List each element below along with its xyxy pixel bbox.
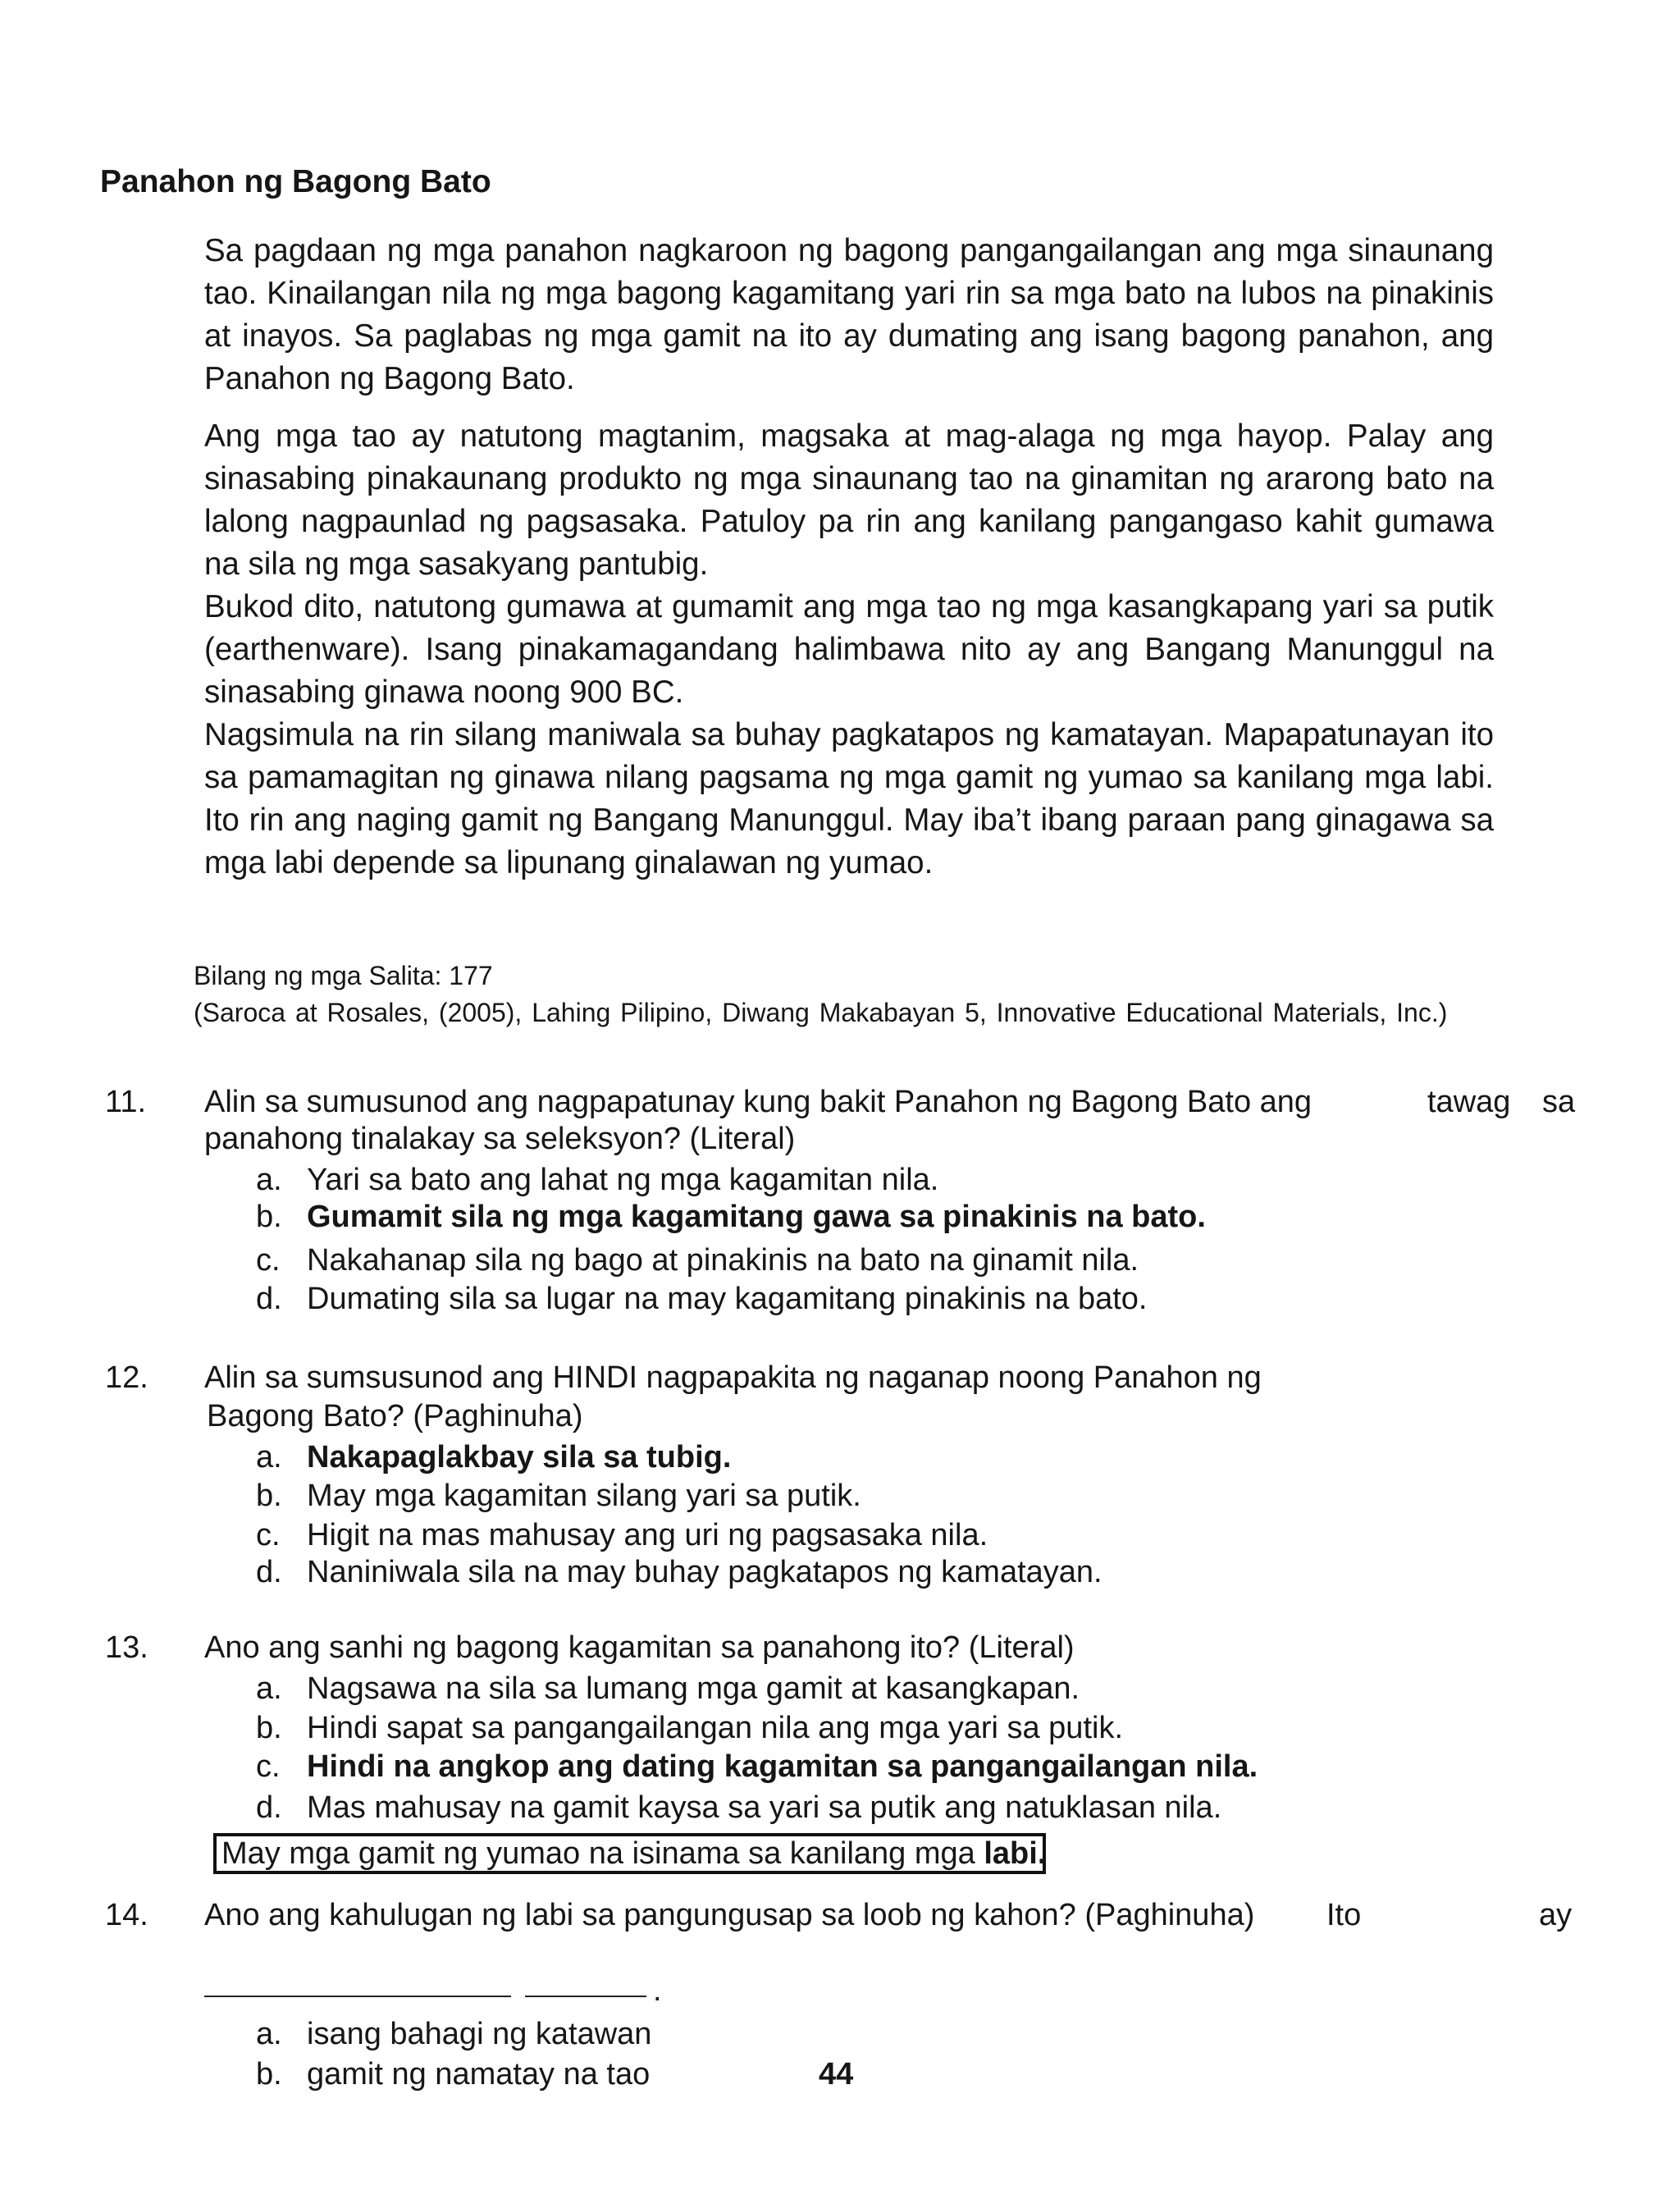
source-citation: (Saroca at Rosales, (2005), Lahing Pilipino, Diwang Makabayan 5, Innovative Educational Materials, Inc.) xyxy=(194,998,1448,1027)
answer-choice xyxy=(256,1282,1147,1317)
choice-text: gamit ng namatay na tao xyxy=(307,2057,651,2092)
question-text: Alin sa sumsusunod ang HINDI nagpapakita ng naganap noong Panahon ng xyxy=(204,1360,1262,1395)
choice-text: Yari sa bato ang lahat ng mga kagamitan nila. xyxy=(307,1163,939,1197)
choice-text: Nagsawa na sila sa lumang mga gamit at kasangkapan. xyxy=(307,1671,1080,1706)
question-text-continuation: Bagong Bato? (Paghinuha) xyxy=(207,1399,583,1433)
choice-text: Mas mahusay na gamit kaysa sa yari sa putik ang natuklasan nila. xyxy=(307,1790,1222,1825)
boxed-sentence-bold-word: labi. xyxy=(984,1836,1047,1871)
answer-choice xyxy=(256,1790,1221,1826)
question-text-continuation: panahong tinalakay sa seleksyon? (Literal) xyxy=(204,1122,796,1156)
answer-choice-highlighted xyxy=(256,1440,731,1475)
choice-letter: b. xyxy=(256,2057,282,2092)
choice-text: Naniniwala sila na may buhay pagkatapos ng kamatayan. xyxy=(307,1555,1102,1589)
answer-choice-highlighted xyxy=(256,1200,1206,1235)
passage-paragraph-1: Sa pagdaan ng mga panahon nagkaroon ng bagong pangangailangan ang mga sinaunang tao. Kinailangan nila ng mga bagong kagamitang yari rin sa mga bato na lubos na pinakinis at inayos. Sa paglabas ng mga gamit na ito ay dumating ang isang bagong panahon, ang Panahon ng Bagong Bato. xyxy=(204,233,1494,396)
choice-letter: d. xyxy=(256,1555,282,1589)
answer-choice xyxy=(256,2017,651,2052)
question-text-trailing-word: ay xyxy=(1539,1898,1573,1932)
choice-letter: a. xyxy=(256,1440,282,1474)
answer-choice xyxy=(256,1671,1080,1707)
passage-title: Panahon ng Bagong Bato xyxy=(100,164,491,199)
choice-text: Hindi sapat sa pangangailangan nila ang mga yari sa putik. xyxy=(307,1711,1123,1745)
answer-choice xyxy=(256,1479,861,1514)
choice-letter: d. xyxy=(256,1790,282,1825)
choice-text: Gumamit sila ng mga kagamitang gawa sa pinakinis na bato. xyxy=(307,1200,1206,1234)
choice-text: Higit na mas mahusay ang uri ng pagsasaka nila. xyxy=(307,1518,988,1552)
choice-text: May mga kagamitan silang yari sa putik. xyxy=(307,1479,861,1513)
answer-blank-line xyxy=(525,1996,646,1997)
question-number: 14. xyxy=(105,1898,148,1932)
question-number: 13. xyxy=(105,1630,148,1665)
question-number: 11. xyxy=(105,1085,147,1119)
blank-period: . xyxy=(653,1973,662,2008)
choice-letter: d. xyxy=(256,1282,282,1316)
answer-blank-line xyxy=(204,1996,511,1997)
choice-text: Hindi na angkop ang dating kagamitan sa pangangailangan nila. xyxy=(307,1749,1258,1784)
question-text-trailing-word: tawag xyxy=(1427,1085,1511,1119)
choice-text: isang bahagi ng katawan xyxy=(307,2017,652,2051)
question-text-trailing-word: sa xyxy=(1542,1085,1576,1119)
choice-letter: c. xyxy=(256,1518,281,1552)
passage-paragraph-3: Bukod dito, natutong gumawa at gumamit ang mga tao ng mga kasangkapang yari sa putik (earthenware). Isang pinakamagandang halimbawa nito ay ang Bangang Manunggul na sinasabing ginawa noong 900 BC. xyxy=(204,589,1494,710)
choice-letter: c. xyxy=(256,1243,281,1278)
answer-choice xyxy=(256,1163,938,1198)
answer-choice xyxy=(256,1555,1102,1590)
choice-letter: b. xyxy=(256,1479,282,1513)
answer-choice xyxy=(256,1243,1139,1278)
choice-letter: b. xyxy=(256,1200,282,1234)
choice-letter: a. xyxy=(256,1163,282,1197)
answer-choice xyxy=(256,1711,1123,1746)
choice-letter: a. xyxy=(256,2017,282,2051)
question-text: Alin sa sumusunod ang nagpapatunay kung bakit Panahon ng Bagong Bato ang xyxy=(204,1085,1312,1119)
question-text: Ano ang kahulugan ng labi sa pangungusap sa loob ng kahon? (Paghinuha) xyxy=(204,1898,1255,1932)
boxed-sentence-text: May mga gamit ng yumao na isinama sa kanilang mga xyxy=(221,1836,984,1871)
word-count: Bilang ng mga Salita: 177 xyxy=(194,961,493,990)
page-number: 44 xyxy=(819,2057,854,2092)
passage-paragraph-4: Nagsimula na rin silang maniwala sa buhay pagkatapos ng kamatayan. Mapapatunayan ito sa pamamagitan ng ginawa nilang pagsama ng mga gamit ng yumao sa kanilang mga labi. Ito rin ang naging gamit ng Bangang Manunggul. May iba’t ibang paraan pang ginagawa sa mga labi depende sa lipunang ginalawan ng yumao. xyxy=(204,717,1494,880)
answer-choice xyxy=(256,1518,988,1553)
question-text-trailing-word: Ito xyxy=(1326,1898,1362,1932)
answer-choice-highlighted xyxy=(256,1749,1258,1785)
question-text: Ano ang sanhi ng bagong kagamitan sa panahong ito? (Literal) xyxy=(204,1630,1075,1665)
choice-letter: c. xyxy=(256,1749,281,1784)
question-number: 12. xyxy=(105,1360,148,1395)
choice-letter: b. xyxy=(256,1711,282,1745)
boxed-sentence xyxy=(213,1833,1046,1874)
choice-text: Nakahanap sila ng bago at pinakinis na bato na ginamit nila. xyxy=(307,1243,1139,1278)
answer-choice xyxy=(256,2057,650,2092)
choice-text: Dumating sila sa lugar na may kagamitang pinakinis na bato. xyxy=(307,1282,1148,1316)
choice-text: Nakapaglakbay sila sa tubig. xyxy=(307,1440,732,1474)
passage-paragraph-2: Ang mga tao ay natutong magtanim, magsaka at mag-alaga ng mga hayop. Palay ang sinasabing pinakaunang produkto ng mga sinaunang tao na ginamitan ng ararong bato na lalong nagpaunlad ng pagsasaka. Patuloy pa rin ang kanilang pangangaso kahit gumawa na sila ng mga sasakyang pantubig. xyxy=(204,418,1494,582)
choice-letter: a. xyxy=(256,1671,282,1706)
